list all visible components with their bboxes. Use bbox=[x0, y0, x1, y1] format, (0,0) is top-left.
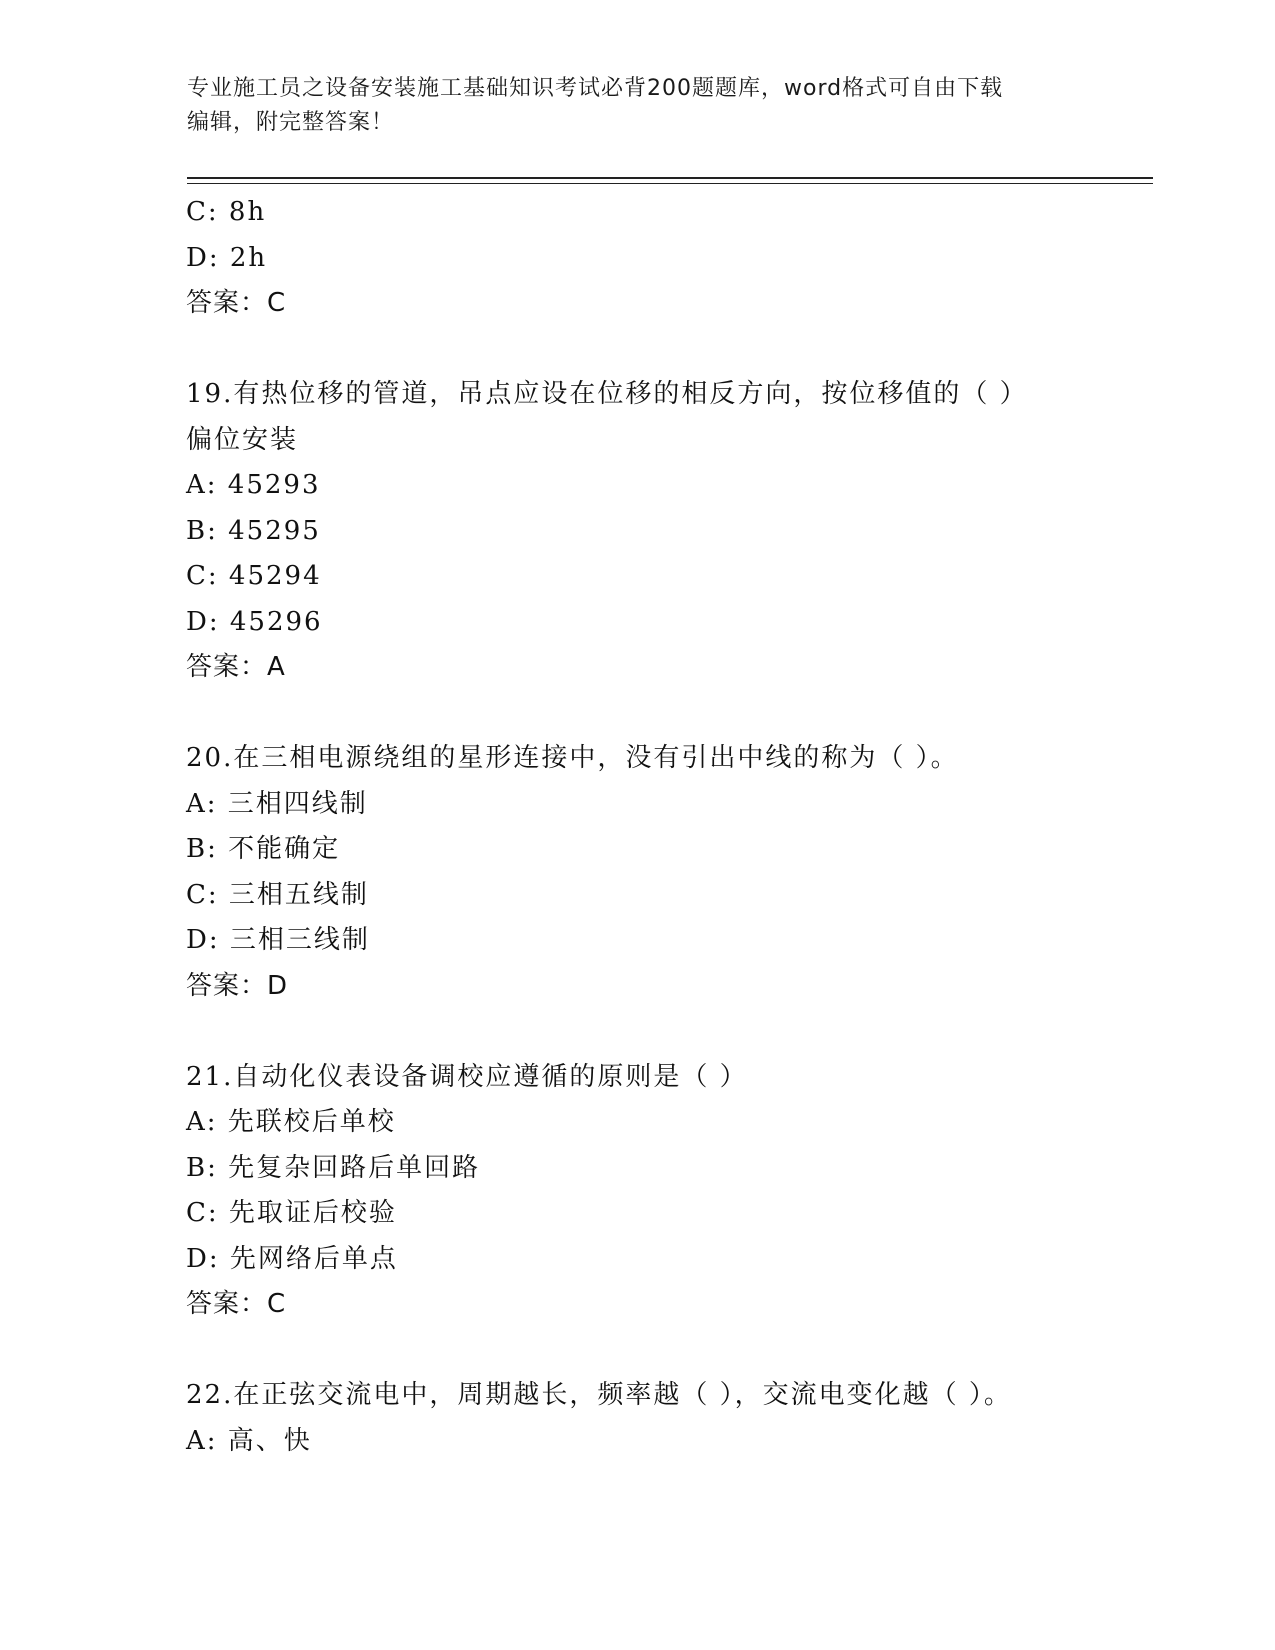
header-title-line-2: 编辑，附完整答案！ bbox=[187, 110, 395, 135]
option-b: B: 不能确定 bbox=[186, 834, 341, 864]
answer: 答案：C bbox=[186, 288, 287, 318]
option-b: B: 45295 bbox=[186, 515, 321, 546]
answer: 答案：A bbox=[186, 652, 286, 682]
answer: 答案：C bbox=[186, 1289, 287, 1319]
question-22 bbox=[186, 1373, 1166, 1464]
option-c: C: 三相五线制 bbox=[186, 879, 369, 910]
spacer bbox=[186, 691, 1166, 737]
question-18-tail bbox=[186, 190, 1166, 327]
option-b: B: 先复杂回路后单回路 bbox=[186, 1152, 481, 1183]
question-stem-continued: 偏位安装 bbox=[186, 424, 299, 455]
answer: 答案：D bbox=[186, 970, 289, 1001]
option-d: D: 三相三线制 bbox=[186, 925, 370, 955]
question-19 bbox=[186, 372, 1166, 691]
question-stem: 20.在三相电源绕组的星形连接中，没有引出中线的称为（ ）。 bbox=[186, 743, 959, 773]
spacer bbox=[186, 1328, 1166, 1374]
option-c: C: 45294 bbox=[186, 561, 322, 591]
option-c: C: 先取证后校验 bbox=[186, 1198, 397, 1228]
option-d: D: 2h bbox=[186, 242, 268, 273]
spacer bbox=[186, 1009, 1166, 1055]
document-header bbox=[187, 72, 1087, 140]
question-stem: 21.自动化仪表设备调校应遵循的原则是（ ） bbox=[186, 1061, 748, 1092]
option-a: A: 先联校后单校 bbox=[186, 1107, 396, 1137]
option-d: D: 先网络后单点 bbox=[186, 1243, 398, 1274]
question-stem: 22.在正弦交流电中，周期越长，频率越（ ），交流电变化越（ ）。 bbox=[186, 1380, 1012, 1410]
question-21 bbox=[186, 1055, 1166, 1328]
option-d: D: 45296 bbox=[186, 606, 323, 637]
question-20 bbox=[186, 736, 1166, 1009]
option-a: A: 三相四线制 bbox=[186, 788, 368, 819]
question-stem: 19.有热位移的管道，吊点应设在位移的相反方向，按位移值的（ ） bbox=[186, 379, 1028, 409]
header-divider-thin bbox=[187, 183, 1153, 184]
header-divider-thick bbox=[187, 177, 1153, 179]
option-a: A: 高、快 bbox=[186, 1425, 312, 1456]
header-title-line-1: 专业施工员之设备安装施工基础知识考试必背200题题库，word格式可自由下载 bbox=[187, 76, 1004, 101]
option-c: C: 8h bbox=[186, 197, 267, 227]
option-a: A: 45293 bbox=[186, 470, 321, 500]
question-list bbox=[186, 190, 1166, 1464]
spacer bbox=[186, 327, 1166, 373]
